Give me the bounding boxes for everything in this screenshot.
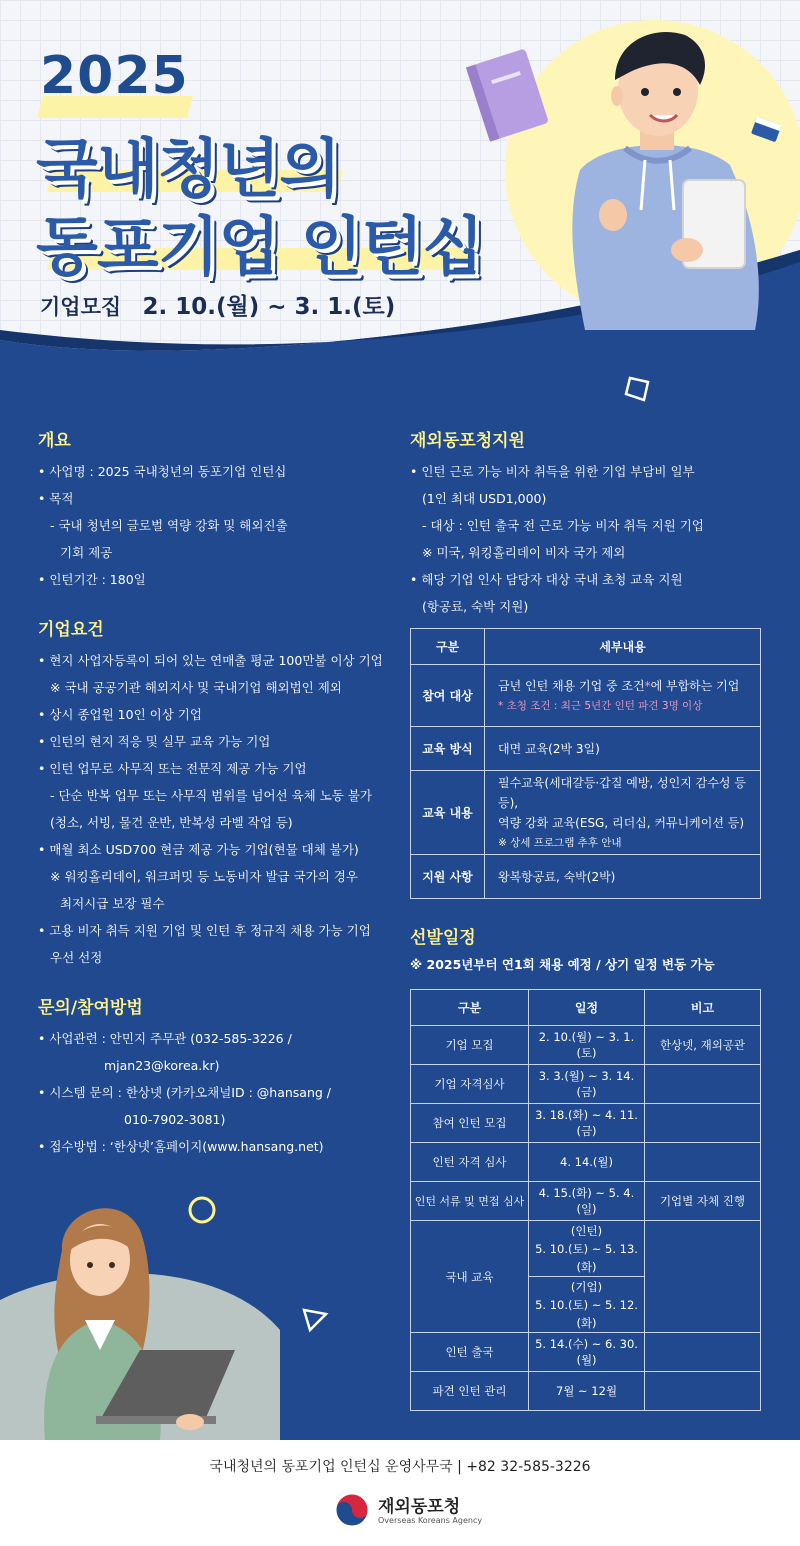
table-header-cell: 세부내용: [485, 629, 761, 665]
requirement-line: (청소, 서빙, 물건 운반, 반복성 라벨 작업 등): [50, 815, 293, 830]
table-header-cell: 비고: [645, 990, 761, 1026]
table-header-row: [411, 990, 761, 1026]
remark-cell: 한상넷, 재외공관: [645, 1026, 761, 1065]
remark-cell: [645, 1333, 761, 1372]
remark-cell: [645, 1372, 761, 1411]
stage-cell: 인턴 출국: [411, 1333, 529, 1372]
date-subject: (인턴): [570, 1223, 603, 1238]
row-text: 대면 교육(2박 3일): [485, 727, 761, 771]
footer-text: 국내청년의 동포기업 인턴십 운영사무국 | +82 32-585-3226: [209, 1459, 591, 1475]
date-cell: 4. 15.(화) ~ 5. 4.(일): [529, 1182, 645, 1221]
support-detail-table: [410, 628, 761, 899]
table-row: [411, 1104, 761, 1143]
row-text: 역량 강화 교육(ESG, 리더십, 커뮤니케이션 등): [498, 815, 745, 830]
row-content: [485, 771, 761, 855]
contact-line: • 시스템 문의 : 한상넷 (카카오채널ID : @hansang /: [38, 1085, 331, 1100]
stage-cell: 기업 자격심사: [411, 1065, 529, 1104]
stage-cell: 인턴 자격 심사: [411, 1143, 529, 1182]
date-cell: 3. 3.(월) ~ 3. 14.(금): [529, 1065, 645, 1104]
overview-line: • 인턴기간 : 180일: [38, 572, 146, 587]
contact-line: • 사업관련 : 안민지 주무관 (032-585-3226 /: [38, 1031, 292, 1046]
remark-cell: [645, 1221, 761, 1333]
recruit-period: [40, 288, 395, 321]
student-boy-illustration: [455, 20, 795, 340]
table-row: [411, 1333, 761, 1372]
remark-cell: [645, 1104, 761, 1143]
contact-title: 문의/참여방법: [38, 998, 143, 1018]
overview-line: • 목적: [38, 491, 74, 506]
row-label: 참여 대상: [411, 665, 485, 727]
row-text: 왕복항공료, 숙박(2박): [485, 855, 761, 899]
student-girl-illustration: [0, 1190, 300, 1440]
table-row: [411, 1372, 761, 1411]
footer: [0, 1440, 800, 1546]
table-row: [411, 1065, 761, 1104]
contact-phone: 010-7902-3081): [124, 1112, 226, 1127]
remark-cell: [645, 1143, 761, 1182]
date-cell: [529, 1277, 645, 1333]
row-text: 에 부합하는 기업: [650, 678, 740, 693]
table-row: [411, 1026, 761, 1065]
requirement-line: • 매월 최소 USD700 현금 제공 가능 기업(현물 대체 불가): [38, 842, 359, 857]
condition-mark: *: [644, 678, 651, 693]
row-text: 필수교육(세대갈등·갑질 예방, 성인지 감수성 등 등),: [498, 775, 746, 810]
table-row: [411, 771, 761, 855]
requirement-line: ※ 워킹홀리데이, 워크퍼밋 등 노동비자 발급 국가의 경우: [50, 869, 358, 884]
requirements-title: 기업요건: [38, 620, 104, 640]
date-cell: 5. 14.(수) ~ 6. 30.(월): [529, 1333, 645, 1372]
agency-logo: [334, 1492, 483, 1532]
support-line: • 해당 기업 인사 담당자 대상 국내 초청 교육 지원: [410, 572, 683, 587]
recruit-label: 기업모집: [40, 295, 122, 319]
table-header-row: [411, 629, 761, 665]
date-range: 5. 10.(토) ~ 5. 13.(화): [535, 1241, 638, 1274]
diamond-decoration-icon: [622, 372, 654, 404]
support-line: (1인 최대 USD1,000): [422, 491, 547, 506]
row-label: 지원 사항: [411, 855, 485, 899]
table-row: [411, 855, 761, 899]
stage-cell: 인턴 서류 및 면접 심사: [411, 1182, 529, 1221]
support-line: • 인턴 근로 가능 비자 취득을 위한 기업 부담비 일부: [410, 464, 695, 479]
triangle-decoration-icon: [300, 1306, 330, 1334]
support-line: ※ 미국, 워킹홀리데이 비자 국가 제외: [422, 545, 626, 560]
date-subject: (기업): [570, 1279, 603, 1294]
date-cell: 2. 10.(월) ~ 3. 1.(토): [529, 1026, 645, 1065]
stage-cell: 참여 인턴 모집: [411, 1104, 529, 1143]
support-line: (항공료, 숙박 지원): [422, 599, 529, 614]
contact-line: • 접수방법 : ‘한상넷’홈페이지(www.hansang.net): [38, 1139, 324, 1154]
date-cell: 7월 ~ 12월: [529, 1372, 645, 1411]
table-header-cell: 구분: [411, 990, 529, 1026]
logo-subtitle: Overseas Koreans Agency: [378, 1516, 483, 1525]
remark-cell: [645, 1065, 761, 1104]
table-row: [411, 1221, 761, 1277]
table-header-cell: 일정: [529, 990, 645, 1026]
left-column: [38, 426, 388, 1160]
table-row: [411, 665, 761, 727]
logo-name: 재외동포청: [378, 1497, 461, 1517]
requirement-line: - 단순 반복 업무 또는 사무직 범위를 넘어선 육체 노동 불가: [50, 788, 372, 803]
stage-cell: 국내 교육: [411, 1221, 529, 1333]
row-label: 교육 방식: [411, 727, 485, 771]
schedule-title: 선발일정: [410, 928, 476, 948]
stage-cell: 기업 모집: [411, 1026, 529, 1065]
requirement-line: 최저시급 보장 필수: [60, 896, 165, 911]
schedule-table: [410, 989, 761, 1411]
row-note: ※ 상세 프로그램 추후 안내: [498, 836, 622, 849]
overview-line: - 국내 청년의 글로벌 역량 강화 및 해외진출: [50, 518, 288, 533]
table-row: [411, 1182, 761, 1221]
date-cell: 3. 18.(화) ~ 4. 11.(금): [529, 1104, 645, 1143]
table-header-cell: 구분: [411, 629, 485, 665]
row-content: [485, 665, 761, 727]
hero-title-line2: 동포기업 인턴십: [36, 211, 484, 285]
contact-email: mjan23@korea.kr): [104, 1058, 220, 1073]
overview-line: • 사업명 : 2025 국내청년의 동포기업 인턴십: [38, 464, 287, 479]
requirement-line: • 상시 종업원 10인 이상 기업: [38, 707, 202, 722]
date-range: 5. 10.(토) ~ 5. 12.(화): [535, 1297, 638, 1330]
remark-cell: 기업별 자체 진행: [645, 1182, 761, 1221]
requirement-line: • 고용 비자 취득 지원 기업 및 인턴 후 정규직 채용 가능 기업: [38, 923, 371, 938]
overview-title: 개요: [38, 431, 71, 451]
schedule-note: ※ 2025년부터 연1회 채용 예정 / 상기 일정 변동 가능: [410, 957, 715, 972]
requirement-line: • 현지 사업자등록이 되어 있는 연매출 평균 100만불 이상 기업: [38, 653, 383, 668]
overview-line: 기회 제공: [60, 545, 113, 560]
requirement-line: ※ 국내 공공기관 해외지사 및 국내기업 해외법인 제외: [50, 680, 342, 695]
requirement-line: 우선 선정: [50, 950, 103, 965]
table-row: [411, 727, 761, 771]
right-column: [410, 426, 762, 1411]
recruit-date: 2. 10.(월) ~ 3. 1.(토): [142, 294, 396, 320]
requirement-line: • 인턴의 현지 적응 및 실무 교육 가능 기업: [38, 734, 271, 749]
row-note: * 초청 조건 : 최근 5년간 인턴 파견 3명 이상: [498, 699, 703, 712]
date-cell: [529, 1221, 645, 1277]
hero-year: 2025: [40, 46, 189, 106]
taegeuk-logo-icon: [334, 1492, 370, 1528]
requirement-line: • 인턴 업무로 사무직 또는 전문직 제공 가능 기업: [38, 761, 307, 776]
row-label: 교육 내용: [411, 771, 485, 855]
table-row: [411, 1143, 761, 1182]
stage-cell: 파견 인턴 관리: [411, 1372, 529, 1411]
row-text: 금년 인턴 채용 기업 중 조건: [498, 678, 645, 693]
support-line: - 대상 : 인턴 출국 전 근로 가능 비자 취득 지원 기업: [422, 518, 704, 533]
support-title: 재외동포청지원: [410, 431, 525, 451]
hero-title-line1: 국내청년의: [36, 133, 341, 207]
date-cell: 4. 14.(월): [529, 1143, 645, 1182]
